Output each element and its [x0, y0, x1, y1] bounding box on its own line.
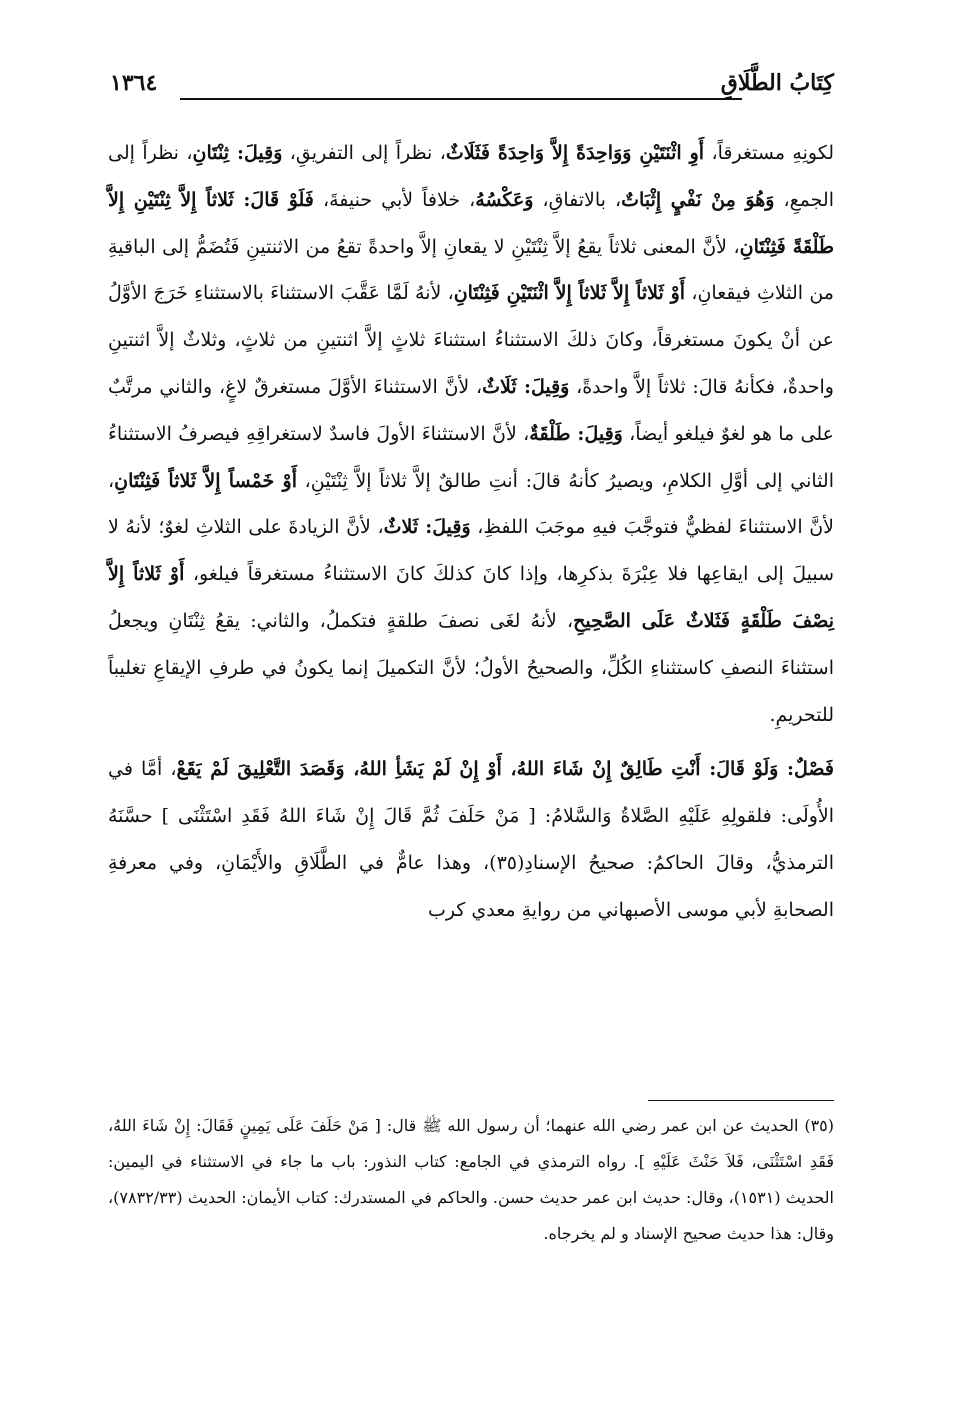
matn-text: وَقِيلَ: طَلْقَةٌ: [529, 422, 623, 445]
section-heading: فَصْلٌ: وَلَوْ قَالَ: أَنْتِ طَالِقٌ إِنْ شَاءَ اللهُ، أَوْ إِنْ لَمْ يَشَأِ اللهُ، وَقَصَدَ التَّعْلِيقَ لَمْ يَقَعْ: [176, 758, 834, 781]
page-header: [110, 70, 834, 110]
text-run: لكونِهِ مستغرقاً،: [704, 142, 834, 164]
header-rule: [180, 98, 742, 100]
footnote-rule: [648, 1100, 834, 1101]
matn-text: أَوِ اثْنَتَيْنِ وَوَاحِدَةً إِلاَّ وَاحِدَةً فَثَلَاثٌ: [445, 142, 705, 164]
text-run: ، لأنَّ الزيادةَ على الثلاثِ لغوٌ؛ لأنهُ لا سبيلَ إلى ايقاعِها فلا عِبْرَةَ بذكرِها، وإذا كانَ كذلكَ كانَ الاستثناءُ مستغرقاً فيلغو،: [108, 516, 834, 586]
matn-text: أَوْ ثَلاثاً إِلاَّ نِصْفَ طَلْقَةٍ فَثَلاثٌ عَلَى الصَّحِيحِ: [108, 563, 834, 632]
matn-text: فَلَوْ قَالَ: ثَلاثاً إِلاَّ ثِنْتَيْنِ إِلاَّ طَلْقَةً فَثِنْتَانِ: [108, 188, 834, 258]
text-run: ، لأنهُ لَمَّا عَقَّبَ الاستثناءَ بالاستثناءِ خَرَجَ الأوَّلُ عن أنْ يكونَ مستغرقاً، وكانَ ذلكَ الاستثناءُ استثناءَ ثلاثٍ إلاَّ اثنتينِ من ثلاثٍ، وثلاثٌ إلاَّ اثنتينِ واحدةٌ، فكأنهُ قالَ: ثلاثاً إلاَّ واحدةً،: [108, 282, 834, 398]
main-text: [108, 130, 834, 934]
text-run: ، نظراً إلى الجمعِ،: [108, 142, 835, 211]
text-run: ، خلافاً لأبي حنيفةَ،: [313, 188, 476, 211]
matn-text: وَعَكْسُهُ: [475, 188, 534, 211]
matn-text: أَوْ ثَلاثاً إِلاَّ ثَلاثاً إِلاَّ اثْنَتَيْنِ فَثِنْتَانِ: [453, 282, 686, 305]
matn-text: وَقِيلَ: ثَلاثٌ: [383, 516, 471, 539]
text-run: ، لأنهُ لغَى نصفَ طلقةٍ فتكملُ، والثاني: يقعُ ثِنْتَانِ ويجعلُ استثناءَ النصفِ كاستثناءِ الكُلِّ، والصحيحُ الأولُ؛ لأنَّ التكميلَ إنما يكونُ في طرفِ الإيقاعِ تغليباً للتحريمِ.: [108, 609, 834, 726]
paragraph-1: [108, 130, 834, 738]
text-run: ، أمَّا في الأُولَى: فلقولِهِ عَلَيْهِ الصَّلاةُ وَالسَّلامُ: [ مَنْ حَلَفَ ثُمَّ قَالَ إِنْ شَاءَ اللهُ فَقَدِ اسْتَثْنَى ] حسَّنَهُ الترمذيُّ، وقالَ الحاكمُ: صحيحُ الإسنادِ(٣٥)، وهذا عامٌّ في الطَّلَاقِ والأَيْمَانِ، وفي معرفةِ الصحابةِ لأبي موسى الأصبهاني من روايةِ معدي كرب: [108, 758, 834, 921]
text-run: ، لأنَّ الاستثناءَ الأولَ فاسدٌ لاستغراقِهِ فيصرفُ الاستثناءُ الثاني إلى أوَّلِ الكلامِ، ويصيرُ كأنهُ قالَ: أنتِ طالقٌ إلاَّ ثلاثاً إلاَّ ثِنْتَيْنِ،: [108, 422, 834, 492]
page-number: ١٣٦٤: [110, 70, 158, 96]
text-run: ، لأنَّ الاستثناءَ الأوَّلَ مستغرقٌ لاغٍ، والثاني مرتَّبٌ على ما هو لغوٌ فيلغو أيضاً،: [108, 375, 835, 445]
matn-text: وَهُوَ مِنْ نَفْيٍ إِثْبَاتٌ: [621, 188, 775, 211]
text-run: ، لأنَّ الاستثناءَ لفظيٌّ فتوجَّبَ فيهِ موجَبَ اللفظِ،: [108, 469, 834, 539]
paragraph-2: [108, 746, 834, 933]
chapter-title: كِتَابُ الطَّلَاقِ: [720, 70, 834, 96]
text-run: ، بالاتفاقِ،: [533, 188, 622, 211]
matn-text: وَقِيلَ: ثَلَاثٌ: [482, 375, 570, 398]
text-run: ، لأنَّ المعنى ثلاثاً يقعُ إلاَّ ثِنْتَيْنِ لا يقعانِ إلاَّ واحدةً تقعُ من الاثنتينِ فَتُضَمُّ إلى الباقيةِ من الثلاثِ فيقعانِ،: [108, 235, 834, 305]
matn-text: أَوْ خَمْساً إِلاَّ ثَلاثاً فَثِنْتَانِ: [114, 469, 297, 492]
matn-text: وَقِيلَ: ثِنْتَانِ: [192, 142, 283, 164]
text-run: ، نظراً إلى التفريقِ،: [282, 142, 446, 164]
footnote-text: (٣٥) الحديث عن ابن عمر رضي الله عنهما؛ أن رسول الله ﷺ قال: [ مَنْ حَلَفَ عَلَى يَمِينٍ فَقَالَ: إِنْ شَاءَ اللهُ، فَقَدِ اسْتَثْنَى، فَلاَ حَنْثَ عَلَيْهِ ]. رواه الترمذي في الجامع: كتاب النذور: باب ما جاء في الاستثناء في اليمين: الحديث (١٥٣١)، وقال: حديث ابن عمر حديث حسن. والحاكم في المستدرك: كتاب الأيمان: الحديث (٧٨٣٢/٣٣)، وقال: هذا حديث صحيح الإسناد و لم يخرجاه.: [108, 1116, 835, 1243]
footnote: [108, 1108, 834, 1252]
